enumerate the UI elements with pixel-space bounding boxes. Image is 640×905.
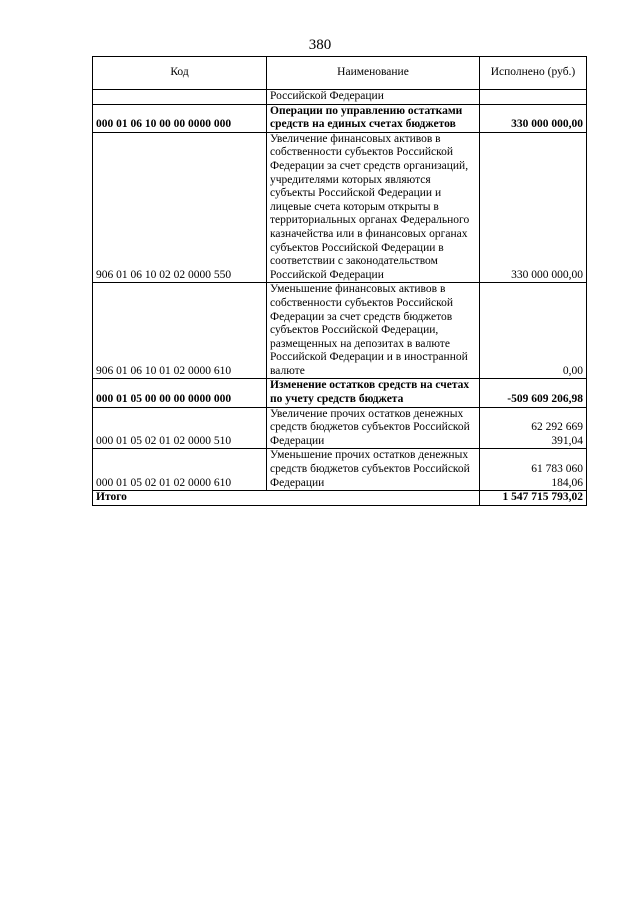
header-code: Код	[93, 57, 267, 90]
row-name: Уменьшение финансовых активов в собственности субъектов Российской Федерации за счет средств бюджетов субъектов Российской Федерации, размещенных на депозитах в валюте Российской Федерации и в иностранной валюте	[267, 283, 480, 379]
header-name: Наименование	[267, 57, 480, 90]
row-amount: -509 609 206,98	[480, 379, 587, 407]
budget-table	[92, 56, 587, 506]
row-name: Уменьшение прочих остатков денежных средств бюджетов субъектов Российской Федерации	[267, 449, 480, 491]
row-name: Изменение остатков средств на счетах по учету средств бюджета	[267, 379, 480, 407]
table-header-row	[93, 57, 587, 90]
row-amount: 330 000 000,00	[480, 132, 587, 283]
total-amount: 1 547 715 793,02	[480, 491, 587, 506]
row-code: 000 01 05 02 01 02 0000 610	[93, 449, 267, 491]
row-amount: 330 000 000,00	[480, 104, 587, 132]
header-amount: Исполнено (руб.)	[480, 57, 587, 90]
row-code: 906 01 06 10 02 02 0000 550	[93, 132, 267, 283]
table-row	[93, 407, 587, 449]
row-name: Увеличение прочих остатков денежных средств бюджетов субъектов Российской Федерации	[267, 407, 480, 449]
table-row	[93, 90, 587, 105]
table-row	[93, 449, 587, 491]
table-row	[93, 379, 587, 407]
page-number: 380	[308, 37, 332, 53]
row-amount: 0,00	[480, 283, 587, 379]
table-row	[93, 283, 587, 379]
table-row	[93, 132, 587, 283]
row-code: 000 01 06 10 00 00 0000 000	[93, 104, 267, 132]
table-row	[93, 104, 587, 132]
row-code: 000 01 05 02 01 02 0000 510	[93, 407, 267, 449]
row-code: 906 01 06 10 01 02 0000 610	[93, 283, 267, 379]
row-code: 000 01 05 00 00 00 0000 000	[93, 379, 267, 407]
total-row	[93, 491, 587, 506]
row-amount: 62 292 669 391,04	[480, 407, 587, 449]
row-amount	[480, 90, 587, 105]
row-name: Российской Федерации	[267, 90, 480, 105]
row-amount: 61 783 060 184,06	[480, 449, 587, 491]
row-code	[93, 90, 267, 105]
total-label: Итого	[93, 491, 480, 506]
row-name: Увеличение финансовых активов в собственности субъектов Российской Федерации за счет средств организаций, учредителями которых являются субъекты Российской Федерации и лицевые счета которым открыты в территориальных органах Федерального казначейства или в финансовых органах субъектов Российской Федерации в соответствии с законодательством Российской Федерации	[267, 132, 480, 283]
row-name: Операции по управлению остатками средств на единых счетах бюджетов	[267, 104, 480, 132]
